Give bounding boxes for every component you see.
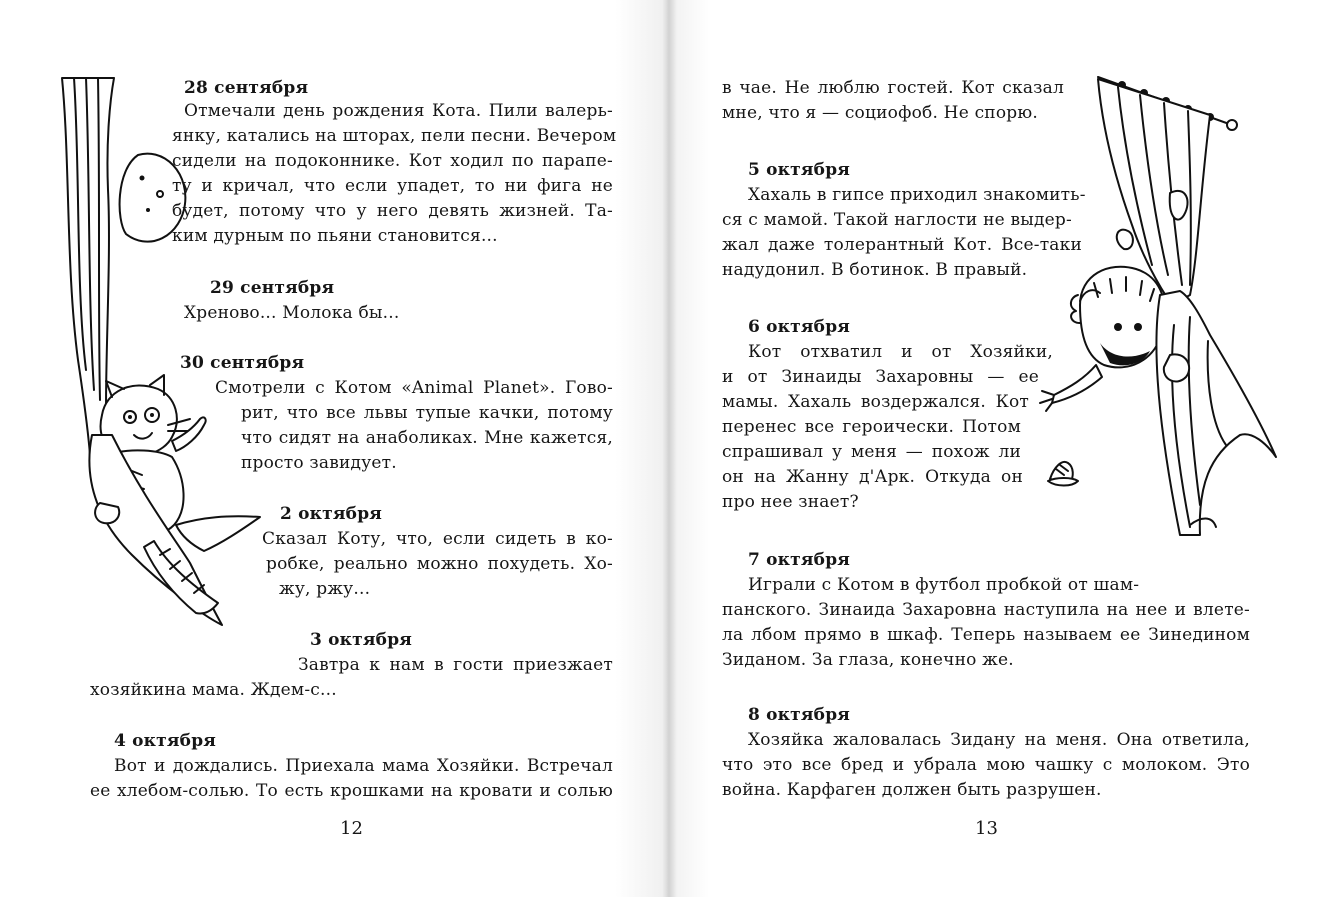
- entry-text-line: янку, катались на шторах, пели песни. Вечером: [172, 126, 617, 146]
- page-number-right: 13: [975, 818, 998, 839]
- entry-text-line: и от Зинаиды Захаровны — ее: [722, 367, 1039, 387]
- entry-text-line: Отмечали день рождения Кота. Пили валерь-: [184, 101, 613, 121]
- entry-date: 3 октября: [310, 630, 413, 650]
- entry-text-line: рит, что все львы тупые качки, потому: [241, 403, 613, 423]
- page-number-left: 12: [340, 818, 363, 839]
- continuation-text-line: мне, что я — социофоб. Не спорю.: [722, 103, 1038, 123]
- entry-text-line: Вот и дождались. Приехала мама Хозяйки. Встречал: [114, 756, 613, 776]
- entry-text-line: Играли с Котом в футбол пробкой от шам-: [748, 575, 1140, 595]
- entry-date: 8 октября: [748, 705, 851, 725]
- continuation-text-line: в чае. Не люблю гостей. Кот сказал: [722, 78, 1064, 98]
- entry-text-line: Зиданом. За глаза, конечно же.: [722, 650, 1014, 670]
- entry-text-line: что сидят на анаболиках. Мне кажется,: [241, 428, 613, 448]
- entry-date: 29 сентября: [210, 278, 335, 298]
- entry-text-line: Завтра к нам в гости приезжает: [298, 655, 613, 675]
- entry-text-line: надудонил. В ботинок. В правый.: [722, 260, 1028, 280]
- entry-date: 5 октября: [748, 160, 851, 180]
- entry-date: 28 сентября: [184, 78, 309, 98]
- entry-text-line: будет, потому что у него девять жизней. Та-: [172, 201, 613, 221]
- entry-text-line: что это все бред и убрала мою чашку с молоком. Это: [722, 755, 1250, 775]
- entry-text-line: просто завидует.: [241, 453, 397, 473]
- entry-date: 2 октября: [280, 504, 383, 524]
- entry-date: 7 октября: [748, 550, 851, 570]
- entry-text-line: война. Карфаген должен быть разрушен.: [722, 780, 1102, 800]
- entry-text-line: спрашивал у меня — похож ли: [722, 442, 1021, 462]
- entry-text-line: Кот отхватил и от Хозяйки,: [748, 342, 1053, 362]
- entry-text-line: перенес все героически. Потом: [722, 417, 1021, 437]
- entry-text-line: про нее знает?: [722, 492, 859, 512]
- entry-text-line: ла лбом прямо в шкаф. Теперь называем ее Зинедином: [722, 625, 1250, 645]
- entry-text-line: Смотрели с Котом «Animal Planet». Гово-: [215, 378, 613, 398]
- entry-text-line: Хахаль в гипсе приходил знакомить-: [748, 185, 1086, 205]
- champagne-cork-illustration: [1044, 455, 1084, 491]
- entry-text-line: мамы. Хахаль воздержался. Кот: [722, 392, 1029, 412]
- entry-text-line: панского. Зинаида Захаровна наступила на нее и влете-: [722, 600, 1250, 620]
- entry-text-line: Сказал Коту, что, если сидеть в ко-: [262, 529, 613, 549]
- entry-text-line: ся с мамой. Такой наглости не выдер-: [722, 210, 1072, 230]
- entry-text-line: робке, реально можно похудеть. Хо-: [266, 554, 613, 574]
- entry-text-line: ким дурным по пьяни становится...: [172, 226, 498, 246]
- entry-text-line: Хозяйка жаловалась Зидану на меня. Она ответила,: [748, 730, 1250, 750]
- entry-text-line: сидели на подоконнике. Кот ходил по парапе-: [172, 151, 613, 171]
- entry-text-line: ее хлебом-солью. То есть крошками на кровати и солью: [90, 781, 613, 801]
- entry-date: 30 сентября: [180, 353, 305, 373]
- entry-date: 6 октября: [748, 317, 851, 337]
- entry-text-line: Хреново... Молока бы...: [184, 303, 400, 323]
- entry-text-line: ту и кричал, что если упадет, то ни фига не: [172, 176, 613, 196]
- entry-text-line: хозяйкина мама. Ждем-с...: [90, 680, 337, 700]
- entry-text-line: жал даже толерантный Кот. Все-таки: [722, 235, 1082, 255]
- entry-text-line: он на Жанну д'Арк. Откуда он: [722, 467, 1023, 487]
- entry-text-line: жу, ржу...: [279, 579, 371, 599]
- entry-date: 4 октября: [114, 731, 217, 751]
